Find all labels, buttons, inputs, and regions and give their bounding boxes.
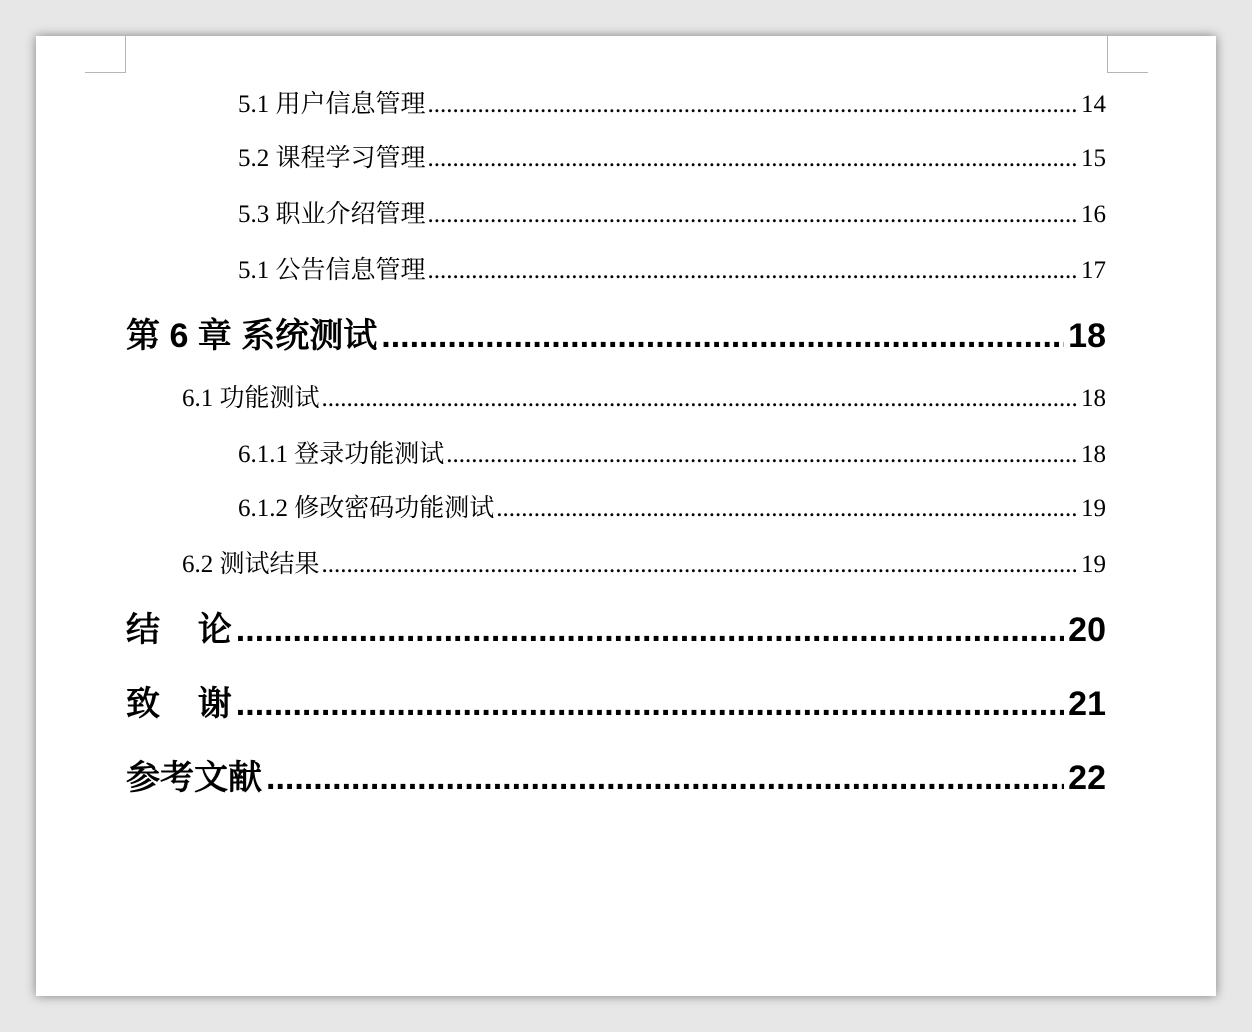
toc-entry-conclusion[interactable] [126, 602, 1106, 651]
toc-page-number: 19 [1081, 495, 1106, 522]
toc-entry-6-1-2-password-test[interactable] [238, 488, 1106, 524]
toc-dot-leader [236, 611, 1064, 650]
toc-entry-5-1-announcement[interactable] [238, 250, 1106, 286]
toc-page-number: 20 [1068, 611, 1106, 649]
toc-entry-6-2-test-results[interactable] [182, 544, 1106, 580]
toc-entry-5-2-course-study[interactable] [238, 138, 1106, 174]
toc-dot-leader [322, 551, 1079, 579]
toc-dot-leader [446, 441, 1079, 469]
toc-entry-5-1-user-info[interactable] [238, 84, 1106, 120]
toc-page-number: 18 [1068, 317, 1106, 355]
toc-page-number: 18 [1081, 441, 1106, 468]
toc-page-number: 22 [1068, 759, 1106, 797]
toc-entry-title: 6.1 功能测试 [182, 385, 320, 412]
toc-entry-title: 5.1 公告信息管理 [238, 257, 426, 284]
toc-entry-title: 5.1 用户信息管理 [238, 91, 426, 118]
toc-entry-title: 参考文献 [126, 759, 262, 797]
toc-page-number: 18 [1081, 385, 1106, 412]
toc-entry-title: 5.3 职业介绍管理 [238, 201, 426, 228]
toc-dot-leader [266, 759, 1064, 798]
toc-page-number: 17 [1081, 257, 1106, 284]
toc-entry-6-1-function-test[interactable] [182, 378, 1106, 414]
toc-entry-acknowledgements[interactable] [126, 676, 1106, 725]
toc-dot-leader [496, 495, 1079, 523]
toc-dot-leader [322, 385, 1079, 413]
toc-entry-title: 第 6 章 系统测试 [126, 317, 378, 355]
toc-dot-leader [428, 91, 1079, 119]
toc-entry-title: 结 论 [126, 611, 232, 649]
toc-entry-title: 6.1.1 登录功能测试 [238, 441, 445, 468]
document-page [36, 36, 1216, 996]
toc-page-number: 14 [1081, 91, 1106, 118]
toc-page-number: 21 [1068, 685, 1106, 723]
toc-entry-title: 5.2 课程学习管理 [238, 145, 426, 172]
toc-entry-title: 6.1.2 修改密码功能测试 [238, 495, 495, 522]
toc-entry-6-1-1-login-test[interactable] [238, 434, 1106, 470]
crop-mark-top-right [1107, 36, 1148, 73]
toc-page-number: 15 [1081, 145, 1106, 172]
toc-dot-leader [381, 317, 1064, 356]
toc-entry-5-3-career-intro[interactable] [238, 194, 1106, 230]
toc-entry-title: 6.2 测试结果 [182, 551, 320, 578]
toc-entry-title: 致 谢 [126, 685, 232, 723]
toc-entry-chapter-6[interactable] [126, 308, 1106, 357]
toc-dot-leader [428, 257, 1079, 285]
toc-dot-leader [428, 145, 1079, 173]
toc-page-number: 19 [1081, 551, 1106, 578]
toc-dot-leader [236, 685, 1064, 724]
toc-entry-references[interactable] [126, 750, 1106, 799]
toc-page-number: 16 [1081, 201, 1106, 228]
crop-mark-top-left [85, 36, 126, 73]
toc-dot-leader [428, 201, 1079, 229]
